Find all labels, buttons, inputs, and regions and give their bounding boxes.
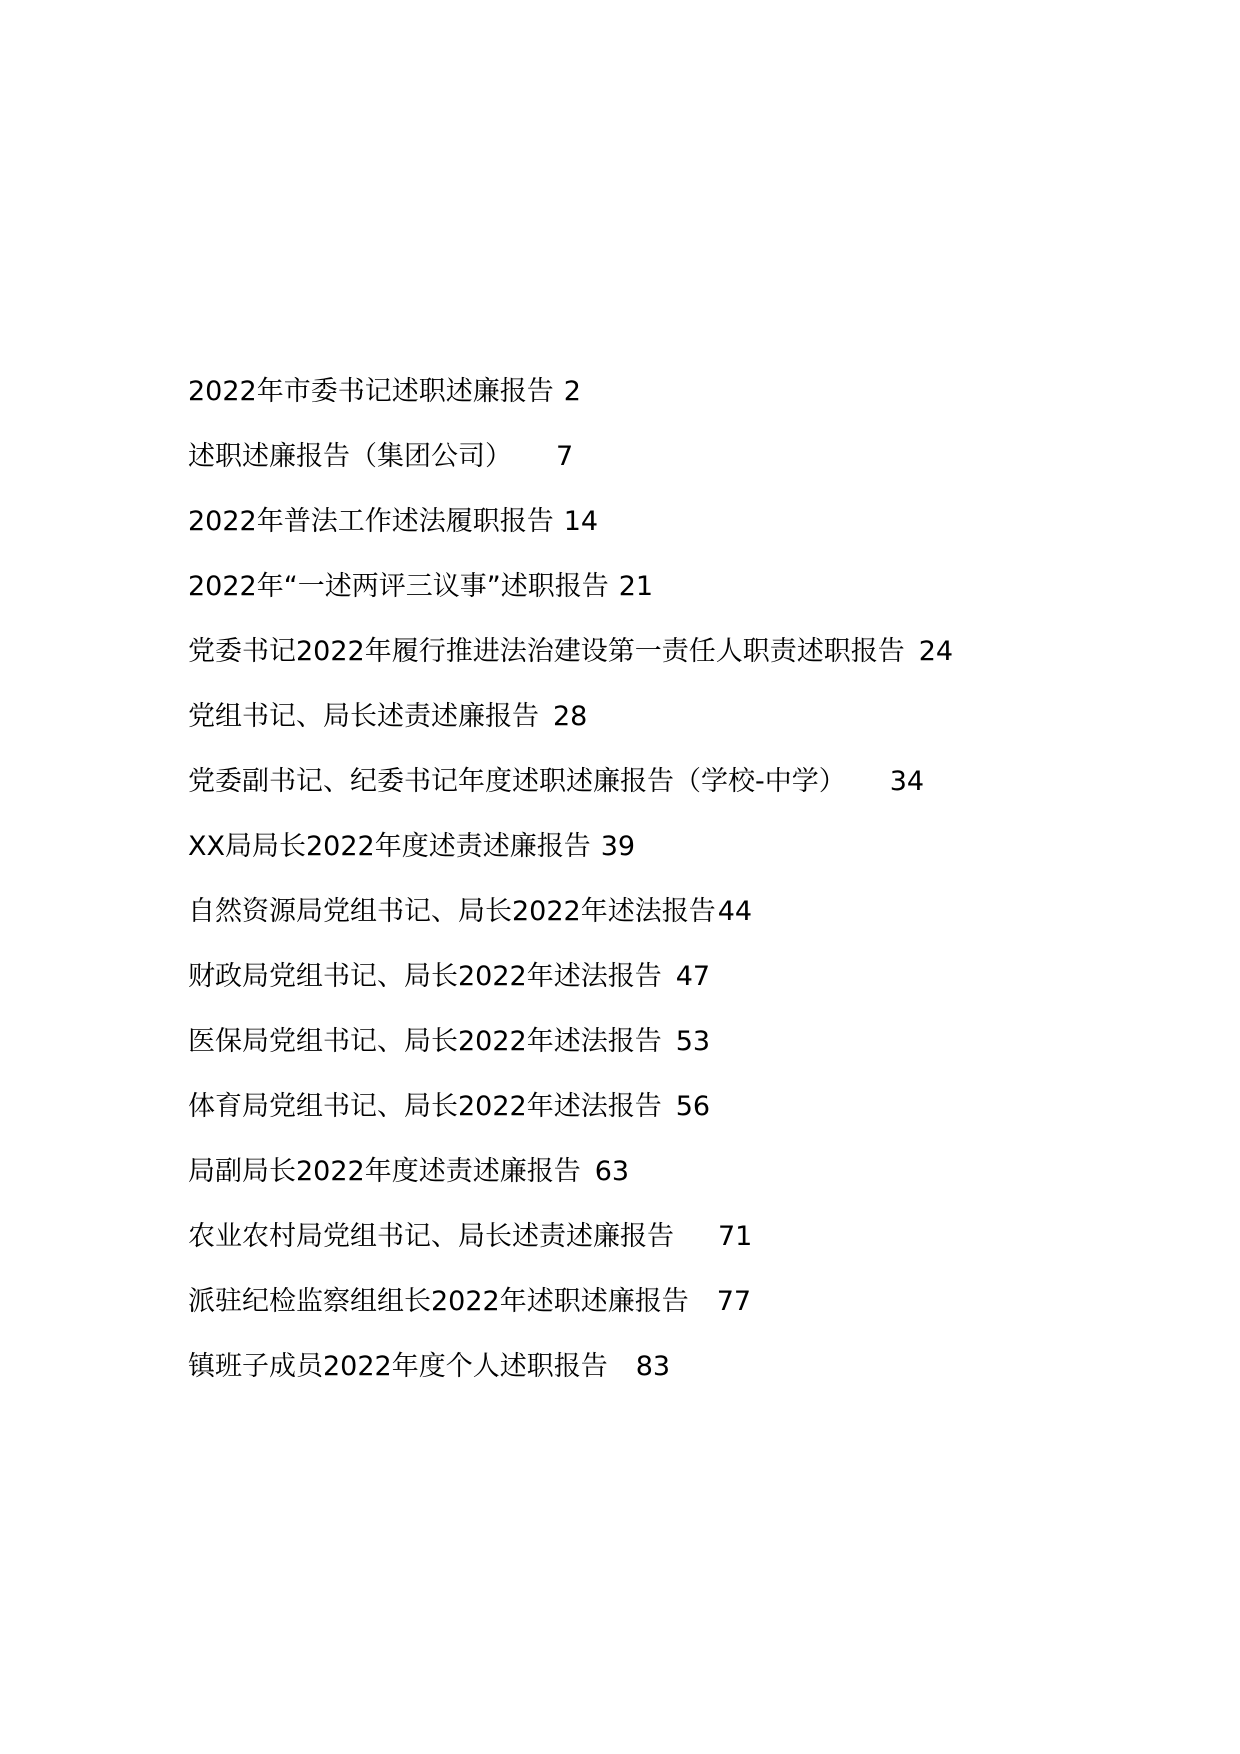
- toc-entry-title: 述职述廉报告（集团公司）: [188, 441, 512, 472]
- toc-entry[interactable]: [188, 760, 1148, 825]
- toc-entry[interactable]: [188, 1085, 1148, 1150]
- toc-entry[interactable]: [188, 500, 1148, 565]
- toc-entry-page-number: 7: [556, 441, 574, 472]
- toc-entry[interactable]: [188, 1345, 1148, 1410]
- toc-entry-page-number: 53: [675, 1026, 711, 1057]
- toc-entry-title: 2022年市委书记述职述廉报告: [188, 376, 554, 407]
- toc-entry-page-number: 24: [918, 636, 954, 667]
- toc-entry-title: 党组书记、局长述责述廉报告: [188, 701, 539, 732]
- toc-entry-page-number: 14: [563, 506, 599, 537]
- toc-entry[interactable]: [188, 370, 1148, 435]
- toc-entry[interactable]: [188, 565, 1148, 630]
- toc-entry-page-number: 63: [594, 1156, 630, 1187]
- toc-entry-page-number: 34: [889, 766, 925, 797]
- toc-entry-title: 2022年普法工作述法履职报告: [188, 506, 554, 537]
- toc-entry[interactable]: [188, 1215, 1148, 1280]
- toc-entry-title: 党委书记2022年履行推进法治建设第一责任人职责述职报告: [188, 636, 905, 667]
- toc-entry[interactable]: [188, 435, 1148, 500]
- toc-entry-page-number: 21: [618, 571, 654, 602]
- table-of-contents: [188, 370, 1148, 1410]
- toc-entry-title: 镇班子成员2022年度个人述职报告: [188, 1351, 608, 1382]
- toc-entry[interactable]: [188, 955, 1148, 1020]
- toc-entry[interactable]: [188, 890, 1148, 955]
- toc-entry-title: 农业农村局党组书记、局长述责述廉报告: [188, 1221, 674, 1252]
- toc-entry[interactable]: [188, 1280, 1148, 1345]
- toc-entry-title: 财政局党组书记、局长2022年述法报告: [188, 961, 662, 992]
- toc-entry-title: 体育局党组书记、局长2022年述法报告: [188, 1091, 662, 1122]
- toc-entry-title: 2022年“一述两评三议事”述职报告: [188, 571, 609, 602]
- toc-entry-page-number: 39: [600, 831, 636, 862]
- toc-entry-page-number: 47: [675, 961, 711, 992]
- toc-entry[interactable]: [188, 695, 1148, 760]
- toc-entry-page-number: 44: [717, 896, 753, 927]
- toc-entry-page-number: 28: [553, 701, 588, 732]
- toc-entry-page-number: 2: [563, 376, 581, 407]
- toc-entry-title: 派驻纪检监察组组长2022年述职述廉报告: [188, 1286, 689, 1317]
- toc-entry-page-number: 56: [675, 1091, 711, 1122]
- toc-entry-page-number: 83: [635, 1351, 671, 1382]
- toc-entry-title: 医保局党组书记、局长2022年述法报告: [188, 1026, 662, 1057]
- toc-entry[interactable]: [188, 630, 1148, 695]
- toc-entry-page-number: 77: [716, 1286, 752, 1317]
- toc-entry-title: 自然资源局党组书记、局长2022年述法报告: [188, 896, 716, 927]
- toc-entry[interactable]: [188, 1150, 1148, 1215]
- toc-entry[interactable]: [188, 1020, 1148, 1085]
- toc-entry[interactable]: [188, 825, 1148, 890]
- toc-entry-title: XX局局长2022年度述责述廉报告: [188, 831, 591, 862]
- toc-entry-title: 局副局长2022年度述责述廉报告: [188, 1156, 581, 1187]
- toc-entry-title: 党委副书记、纪委书记年度述职述廉报告（学校-中学）: [188, 766, 846, 797]
- toc-entry-page-number: 71: [718, 1221, 753, 1252]
